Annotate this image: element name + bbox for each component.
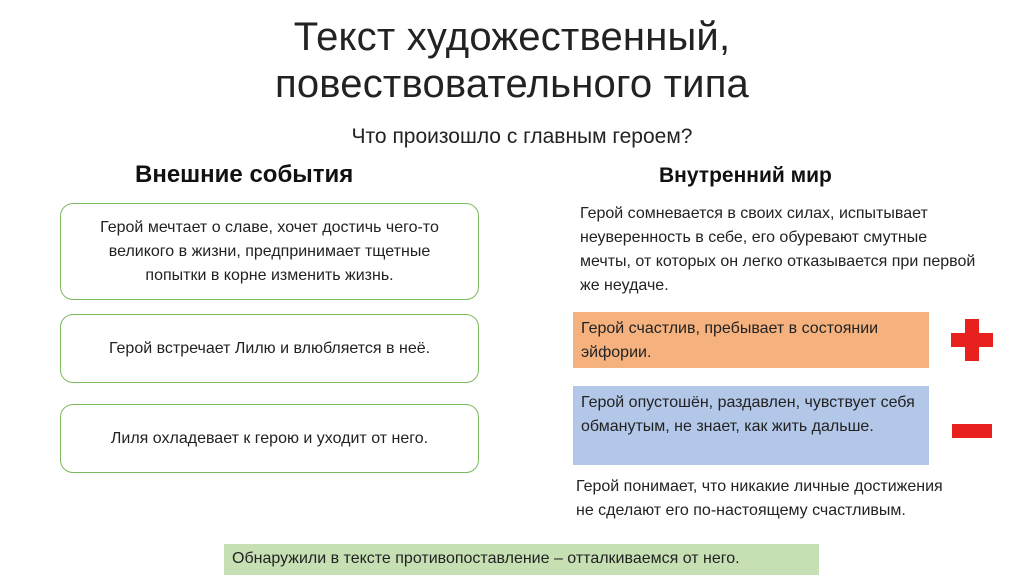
page-title xyxy=(0,14,1024,108)
plus-icon xyxy=(951,319,993,361)
inner-world-heading: Внутренний мир xyxy=(659,164,832,187)
event-box-1 xyxy=(60,203,479,300)
inner-state-2 xyxy=(573,312,929,368)
inner-state-2-text: Герой счастлив, пребывает в состоянии эйфории. xyxy=(581,320,879,361)
event-text-3: Лиля охладевает к герою и уходит от него. xyxy=(110,429,429,447)
inner-state-3 xyxy=(573,386,929,465)
external-events-heading: Внешние события xyxy=(135,161,354,188)
event-text-1: Герой мечтает о славе, хочет достичь чего-то великого в жизни, предпринимает тщетные попытки в корне изменить жизнь. xyxy=(100,218,439,284)
event-box-2 xyxy=(60,314,479,383)
inner-state-4: Герой понимает, что никакие личные достижения не сделают его по-настоящему счастливым. xyxy=(576,478,943,519)
title-line-1: Текст художественный, xyxy=(293,15,731,59)
event-box-3 xyxy=(60,404,479,473)
event-text-2: Герой встречает Лилю и влюбляется в неё. xyxy=(108,339,431,357)
inner-state-1: Герой сомневается в своих силах, испытывает неуверенность в себе, его обуревают смутные мечты, от которых он легко отказывается при первой же неудаче. xyxy=(580,205,976,294)
title-line-2: повествовательного типа xyxy=(274,62,750,106)
inner-state-3-text: Герой опустошён, раздавлен, чувствует себя обманутым, не знает, как жить дальше. xyxy=(581,394,915,435)
conclusion-note: Обнаружили в тексте противопоставление – отталкиваемся от него. xyxy=(224,544,819,575)
minus-icon xyxy=(952,424,992,438)
subtitle: Что произошло с главным героем? xyxy=(351,125,693,148)
